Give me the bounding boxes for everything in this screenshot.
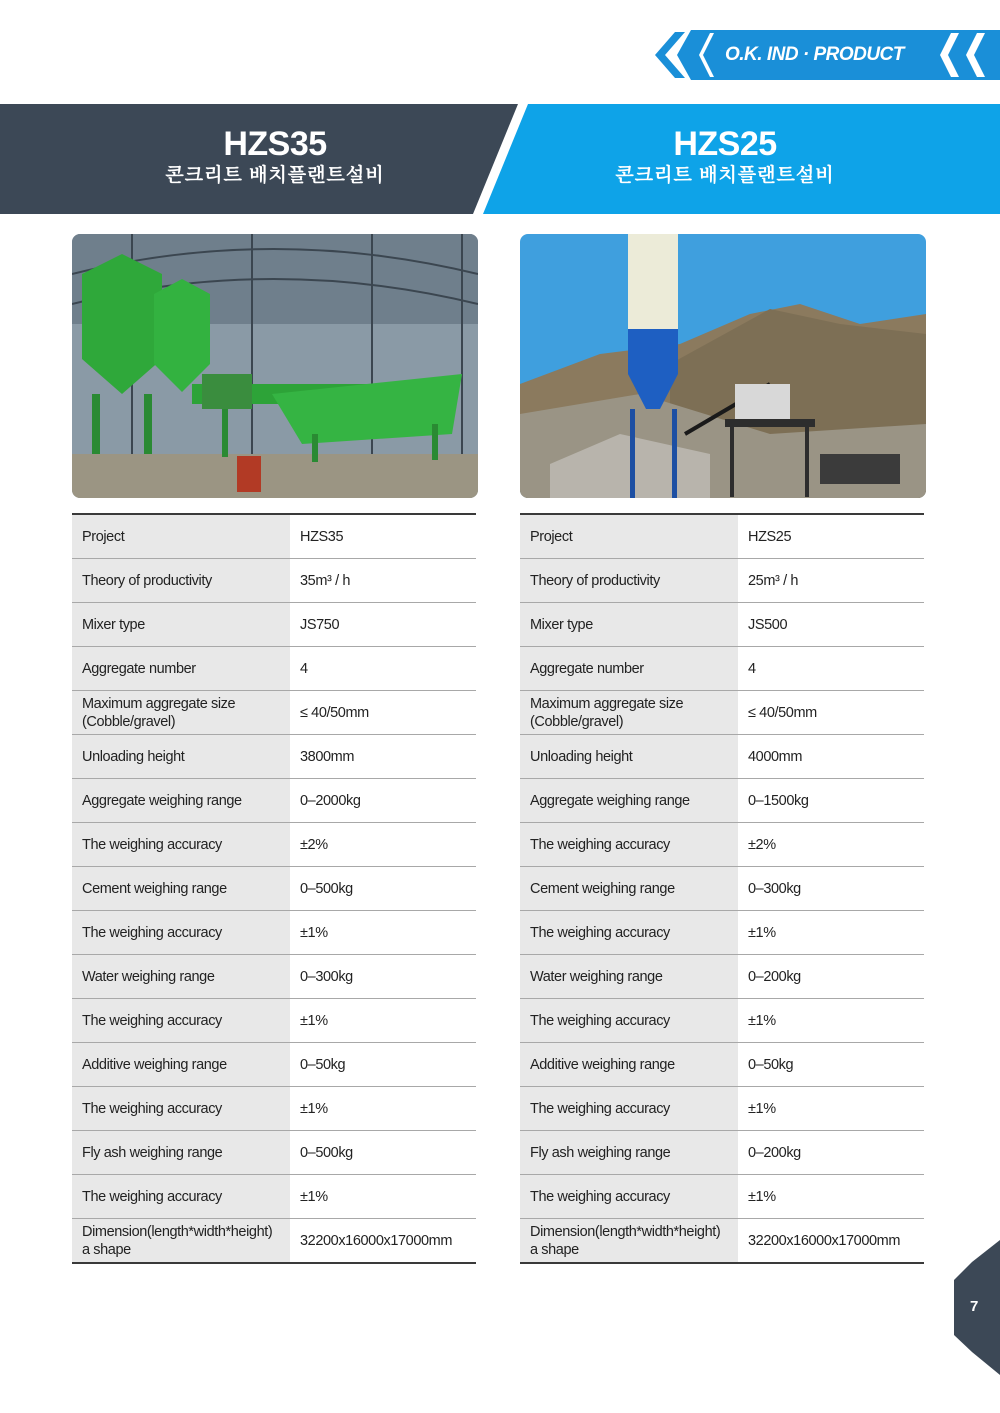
spec-label: Maximum aggregate size (Cobble/gravel) xyxy=(520,691,738,735)
green-batching-plant-image xyxy=(72,234,478,498)
spec-label: The weighing accuracy xyxy=(72,823,290,867)
spec-label: Aggregate number xyxy=(520,647,738,691)
spec-value: 35m³ / h xyxy=(290,559,476,603)
spec-row xyxy=(72,691,476,735)
spec-row xyxy=(72,735,476,779)
spec-value: 4 xyxy=(738,647,924,691)
spec-label: The weighing accuracy xyxy=(520,999,738,1043)
spec-value: ≤ 40/50mm xyxy=(290,691,476,735)
spec-value: 25m³ / h xyxy=(738,559,924,603)
right-model-subtitle: 콘크리트 배치플랜트설비 xyxy=(615,165,835,186)
spec-label: Project xyxy=(72,514,290,559)
spec-row xyxy=(72,1219,476,1264)
spec-value: ±1% xyxy=(738,999,924,1043)
spec-label: Project xyxy=(520,514,738,559)
spec-row xyxy=(520,1175,924,1219)
spec-label: The weighing accuracy xyxy=(520,1087,738,1131)
spec-value: 0–200kg xyxy=(738,955,924,999)
spec-row xyxy=(72,647,476,691)
right-model-name: HZS25 xyxy=(673,125,777,163)
spec-value: 0–50kg xyxy=(290,1043,476,1087)
spec-row xyxy=(72,955,476,999)
spec-row xyxy=(72,1087,476,1131)
spec-label: Unloading height xyxy=(520,735,738,779)
spec-value: 0–500kg xyxy=(290,867,476,911)
spec-row xyxy=(72,999,476,1043)
spec-row xyxy=(72,867,476,911)
spec-label: The weighing accuracy xyxy=(72,999,290,1043)
spec-row xyxy=(520,735,924,779)
spec-value: 0–2000kg xyxy=(290,779,476,823)
spec-label: The weighing accuracy xyxy=(520,823,738,867)
spec-label: Theory of productivity xyxy=(520,559,738,603)
spec-label: Maximum aggregate size (Cobble/gravel) xyxy=(72,691,290,735)
spec-label: Mixer type xyxy=(72,603,290,647)
spec-value: 3800mm xyxy=(290,735,476,779)
spec-row xyxy=(72,559,476,603)
spec-value: JS500 xyxy=(738,603,924,647)
spec-row xyxy=(520,955,924,999)
spec-row xyxy=(72,603,476,647)
spec-value: ±1% xyxy=(290,999,476,1043)
spec-value: 0–500kg xyxy=(290,1131,476,1175)
spec-label: Cement weighing range xyxy=(520,867,738,911)
spec-label: Unloading height xyxy=(72,735,290,779)
spec-label: Fly ash weighing range xyxy=(520,1131,738,1175)
spec-row xyxy=(520,779,924,823)
spec-row xyxy=(520,911,924,955)
spec-row xyxy=(72,911,476,955)
right-model-title xyxy=(490,124,960,188)
right-spec-table xyxy=(520,513,924,1264)
spec-label: Additive weighing range xyxy=(72,1043,290,1087)
spec-row xyxy=(520,691,924,735)
spec-label: Water weighing range xyxy=(72,955,290,999)
spec-row xyxy=(520,999,924,1043)
spec-value: 0–200kg xyxy=(738,1131,924,1175)
spec-value: ±1% xyxy=(290,1175,476,1219)
spec-row xyxy=(520,559,924,603)
spec-value: HZS25 xyxy=(738,514,924,559)
spec-row xyxy=(520,514,924,559)
spec-value: 32200x16000x17000mm xyxy=(290,1219,476,1264)
spec-row xyxy=(520,603,924,647)
spec-value: 0–1500kg xyxy=(738,779,924,823)
spec-value: HZS35 xyxy=(290,514,476,559)
spec-label: The weighing accuracy xyxy=(72,1175,290,1219)
spec-row xyxy=(520,1043,924,1087)
spec-value: JS750 xyxy=(290,603,476,647)
spec-label: Aggregate number xyxy=(72,647,290,691)
spec-row xyxy=(72,823,476,867)
spec-value: ≤ 40/50mm xyxy=(738,691,924,735)
blue-batching-plant-image xyxy=(520,234,926,498)
spec-row xyxy=(520,1087,924,1131)
spec-value: 0–50kg xyxy=(738,1043,924,1087)
spec-value: ±1% xyxy=(290,911,476,955)
spec-label: The weighing accuracy xyxy=(520,1175,738,1219)
spec-label: The weighing accuracy xyxy=(72,911,290,955)
spec-label: Dimension(length*width*height) a shape xyxy=(72,1219,290,1264)
spec-value: 32200x16000x17000mm xyxy=(738,1219,924,1264)
spec-value: ±2% xyxy=(738,823,924,867)
spec-label: Fly ash weighing range xyxy=(72,1131,290,1175)
badge-label: O.K. IND · PRODUCT xyxy=(725,44,904,65)
spec-label: Aggregate weighing range xyxy=(520,779,738,823)
spec-row xyxy=(520,1219,924,1264)
spec-label: Cement weighing range xyxy=(72,867,290,911)
spec-value: 4000mm xyxy=(738,735,924,779)
left-model-subtitle: 콘크리트 배치플랜트설비 xyxy=(165,165,385,186)
spec-label: Aggregate weighing range xyxy=(72,779,290,823)
spec-label: Dimension(length*width*height) a shape xyxy=(520,1219,738,1264)
spec-row xyxy=(72,1043,476,1087)
spec-value: ±1% xyxy=(738,911,924,955)
spec-row xyxy=(72,514,476,559)
spec-row xyxy=(520,867,924,911)
left-model-name: HZS35 xyxy=(223,125,327,163)
spec-row xyxy=(520,647,924,691)
spec-row xyxy=(520,823,924,867)
right-product-photo xyxy=(520,234,926,498)
spec-value: ±1% xyxy=(738,1175,924,1219)
spec-row xyxy=(72,1175,476,1219)
spec-label: The weighing accuracy xyxy=(72,1087,290,1131)
left-spec-table xyxy=(72,513,476,1264)
spec-value: 0–300kg xyxy=(738,867,924,911)
left-product-photo xyxy=(72,234,478,498)
spec-label: Mixer type xyxy=(520,603,738,647)
title-banner xyxy=(0,104,1000,214)
spec-label: Water weighing range xyxy=(520,955,738,999)
spec-label: The weighing accuracy xyxy=(520,911,738,955)
spec-value: ±1% xyxy=(738,1087,924,1131)
page-number: 7 xyxy=(970,1298,979,1315)
left-model-title xyxy=(40,124,510,188)
spec-value: ±2% xyxy=(290,823,476,867)
spec-label: Additive weighing range xyxy=(520,1043,738,1087)
spec-row xyxy=(72,1131,476,1175)
spec-value: 0–300kg xyxy=(290,955,476,999)
section-badge xyxy=(655,30,1000,80)
spec-label: Theory of productivity xyxy=(72,559,290,603)
spec-row xyxy=(520,1131,924,1175)
spec-value: 4 xyxy=(290,647,476,691)
spec-value: ±1% xyxy=(290,1087,476,1131)
spec-row xyxy=(72,779,476,823)
